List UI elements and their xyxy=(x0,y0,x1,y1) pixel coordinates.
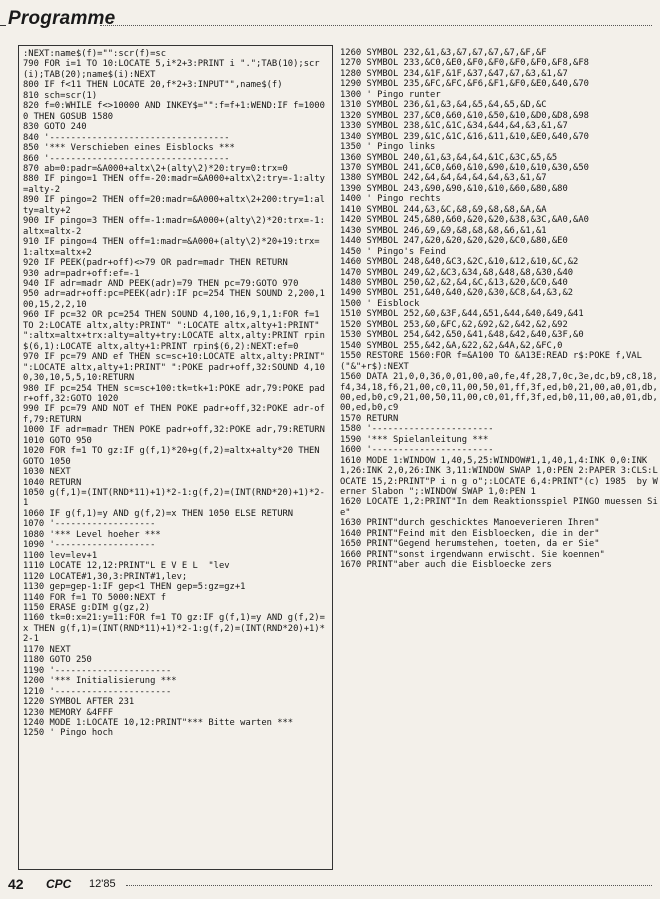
code-line: 970 IF pc=79 AND ef THEN sc=sc+10:LOCATE altx,alty:PRINT" ":LOCATE altx,alty+1:PRINT" ":POKE padr+off,32:SOUND 4,100,30,10,5,5,10:RETURN xyxy=(23,352,331,384)
code-line: 1620 LOCATE 1,2:PRINT"In dem Reaktionsspiel PINGO muessen Sie" xyxy=(340,497,658,518)
code-line: 1310 SYMBOL 236,&1,&3,&4,&5,&4,&5,&D,&C xyxy=(340,100,547,111)
code-line: 1590 '*** Spielanleitung *** xyxy=(340,434,489,445)
code-line: 870 ab=0:padr=&A000+altx\2+(alty\2)*20:try=0:trx=0 xyxy=(23,163,288,174)
code-line: 860 '---------------------------------- xyxy=(23,153,230,164)
code-line: 820 f=0:WHILE f<>10000 AND INKEY$="":f=f+1:WEND:IF f=10000 THEN GOSUB 1580 xyxy=(23,101,325,122)
code-line: 1650 PRINT"Gegend herumstehen, toeten, da er Sie" xyxy=(340,539,600,550)
code-line: 1570 RETURN xyxy=(340,413,399,424)
code-line: 930 adr=padr+off:ef=-1 xyxy=(23,268,140,279)
section-title: Programme xyxy=(8,8,116,29)
code-line: 1520 SYMBOL 253,&0,&FC,&2,&92,&2,&42,&2,&92 xyxy=(340,319,568,330)
code-line: 960 IF pc=32 OR pc=254 THEN SOUND 4,100,16,9,1,1:FOR f=1 TO 2:LOCATE altx,alty:PRINT" ":LOCATE altx,alty+1:PRINT" ":altx=altx+trx:alty=alty+try:LOCATE altx,alty:PRINT rpin$(6,1):LOCATE altx,alty+1:PRINT rpin$(6,2):NEXT:ef=0 xyxy=(23,310,325,352)
code-line: 830 GOTO 240 xyxy=(23,122,87,133)
code-line: :NEXT:name$(f)="":scr(f)=sc xyxy=(23,49,166,59)
code-line: 1250 ' Pingo hoch xyxy=(23,728,114,739)
page-header xyxy=(0,8,660,34)
code-line: 1330 SYMBOL 238,&1C,&1C,&34,&44,&4,&3,&1,&7 xyxy=(340,121,568,132)
code-line: 920 IF PEEK(padr+off)<>79 OR padr=madr THEN RETURN xyxy=(23,258,288,269)
code-line: 1390 SYMBOL 243,&90,&90,&10,&10,&60,&80,&80 xyxy=(340,183,568,194)
code-line: 1260 SYMBOL 232,&1,&3,&7,&7,&7,&7,&F,&F xyxy=(340,48,547,58)
code-line: 1490 SYMBOL 251,&40,&40,&20,&30,&C8,&4,&3,&2 xyxy=(340,288,574,299)
code-line: 1220 SYMBOL AFTER 231 xyxy=(23,697,135,708)
code-line: 1130 gep=gep-1:IF gep<1 THEN gep=5:gz=gz+1 xyxy=(23,582,246,593)
code-line: 980 IF pc=254 THEN sc=sc+100:tk=tk+1:POKE adr,79:POKE padr+off,32:GOTO 1020 xyxy=(23,383,325,404)
code-line: 850 '*** Verschieben eines Eisblocks *** xyxy=(23,143,235,154)
code-line: 1010 GOTO 950 xyxy=(23,435,92,446)
code-line: 1510 SYMBOL 252,&0,&3F,&44,&51,&44,&40,&49,&41 xyxy=(340,309,584,320)
code-line: 1190 '---------------------- xyxy=(23,665,172,676)
code-line: 1270 SYMBOL 233,&C0,&E0,&F0,&F0,&F0,&F0,&F8,&F8 xyxy=(340,58,589,69)
magazine-logo: CPC xyxy=(46,877,72,891)
code-line: 1640 PRINT"Feind mit den Eisbloecken, die in der" xyxy=(340,528,600,539)
code-line: 1410 SYMBOL 244,&3,&C,&8,&9,&8,&8,&A,&A xyxy=(340,204,547,215)
code-line: 1110 LOCATE 12,12:PRINT"L E V E L "lev xyxy=(23,561,230,572)
code-line: 1460 SYMBOL 248,&40,&C3,&2C,&10,&12,&10,&C,&2 xyxy=(340,257,579,268)
code-line: 1630 PRINT"durch geschicktes Manoeverieren Ihren" xyxy=(340,518,600,529)
code-line: 1240 MODE 1:LOCATE 10,12:PRINT"*** Bitte warten *** xyxy=(23,718,294,728)
code-line: 1140 FOR f=1 TO 5000:NEXT f xyxy=(23,592,166,603)
code-line: 1200 '*** Initialisierung *** xyxy=(23,676,177,687)
code-line: 1540 SYMBOL 255,&42,&A,&22,&2,&4A,&2,&FC,0 xyxy=(340,340,563,351)
issue-date: 12'85 xyxy=(89,878,116,890)
code-line: 1420 SYMBOL 245,&80,&60,&20,&20,&38,&3C,&A0,&A0 xyxy=(340,215,589,226)
code-line: 1070 '------------------- xyxy=(23,519,156,530)
code-line: 1040 RETURN xyxy=(23,477,82,488)
code-line: 1550 RESTORE 1560:FOR f=&A100 TO &A13E:READ r$:POKE f,VAL("&"+r$):NEXT xyxy=(340,351,642,372)
code-line: 840 '---------------------------------- xyxy=(23,132,230,143)
code-line: 1230 MEMORY &4FFF xyxy=(23,707,114,718)
code-line: 1060 IF g(f,1)=y AND g(f,2)=x THEN 1050 ELSE RETURN xyxy=(23,508,294,519)
code-line: 1210 '---------------------- xyxy=(23,686,172,697)
code-line: 1440 SYMBOL 247,&20,&20,&20,&20,&C0,&80,&E0 xyxy=(340,236,568,247)
code-line: 1470 SYMBOL 249,&2,&C3,&34,&8,&48,&8,&30,&40 xyxy=(340,267,574,278)
code-line: 1360 SYMBOL 240,&1,&3,&4,&4,&1C,&3C,&5,&5 xyxy=(340,152,558,163)
code-line: 910 IF pingo=4 THEN off=1:madr=&A000+(alty\2)*20+19:trx=1:altx=altx+2 xyxy=(23,237,320,258)
footer-rule xyxy=(126,885,652,886)
code-line: 1400 ' Pingo rechts xyxy=(340,194,441,205)
code-line: 1320 SYMBOL 237,&C0,&60,&10,&50,&10,&D0,&D8,&98 xyxy=(340,110,589,121)
code-line: 810 sch=scr(1) xyxy=(23,90,98,101)
code-line: 1580 '----------------------- xyxy=(340,424,494,435)
code-line: 1020 FOR f=1 TO gz:IF g(f,1)*20+g(f,2)=altx+alty*20 THEN GOTO 1050 xyxy=(23,446,325,467)
code-line: 1120 LOCATE#1,30,3:PRINT#1,lev; xyxy=(23,571,188,582)
code-line: 990 IF pc=79 AND NOT ef THEN POKE padr+off,32:POKE adr-off,79:RETURN xyxy=(23,404,325,425)
code-line: 1340 SYMBOL 239,&1C,&1C,&16,&11,&10,&E0,&40,&70 xyxy=(340,131,589,142)
page-number: 42 xyxy=(8,876,24,892)
code-line: 1180 GOTO 250 xyxy=(23,655,92,666)
code-line: 1430 SYMBOL 246,&9,&9,&8,&8,&8,&6,&1,&1 xyxy=(340,225,547,236)
code-line: 1480 SYMBOL 250,&2,&2,&4,&C,&13,&20,&C0,&40 xyxy=(340,277,568,288)
header-rule-left xyxy=(0,25,6,26)
code-line: 950 adr=adr+off:pc=PEEK(adr):IF pc=254 THEN SOUND 2,200,100,15,2,2,10 xyxy=(23,289,325,310)
code-line: 1030 NEXT xyxy=(23,467,71,478)
listing-column-right xyxy=(334,45,658,868)
code-line: 1170 NEXT xyxy=(23,644,71,655)
code-line: 1670 PRINT"aber auch die Eisbloecke zers xyxy=(340,560,552,571)
code-line: 1050 g(f,1)=(INT(RND*11)+1)*2-1:g(f,2)=(INT(RND*20)+1)*2-1 xyxy=(23,488,325,509)
code-line: 1280 SYMBOL 234,&1F,&1F,&37,&47,&7,&3,&1,&7 xyxy=(340,68,568,79)
code-line: 1090 '------------------- xyxy=(23,540,156,551)
code-line: 900 IF pingo=3 THEN off=-1:madr=&A000+(alty\2)*20:trx=-1:altx=altx-2 xyxy=(23,216,325,237)
listing-column-left xyxy=(18,45,333,870)
code-line: 890 IF pingo=2 THEN off=20:madr=&A000+altx\2+200:try=1:alty=alty+2 xyxy=(23,195,325,216)
code-line: 1600 '----------------------- xyxy=(340,445,494,456)
code-line: 940 IF adr=madr AND PEEK(adr)=79 THEN pc=79:GOTO 970 xyxy=(23,278,299,289)
code-line: 1560 DATA 21,0,0,36,0,01,00,a0,fe,4f,28,7,0c,3e,dc,b9,c8,18,f4,34,18,f6,21,00,c0,11,00,50,01,ff,3f,ed,b0,21,00,a0,01,db,00,ed,b0,c9,21,00,50,11,00,c0,01,ff,3f,ed,b0,11,00,a0,01,db,00,ed,b0,c9 xyxy=(340,372,658,414)
code-line: 1530 SYMBOL 254,&42,&50,&41,&48,&42,&40,&3F,&0 xyxy=(340,330,584,341)
code-line: 790 FOR i=1 TO 10:LOCATE 5,i*2+3:PRINT i ".";TAB(10);scr(i);TAB(20);name$(i):NEXT xyxy=(23,59,320,80)
code-line: 1450 ' Pingo's Feind xyxy=(340,246,446,257)
code-line: 1290 SYMBOL 235,&FC,&FC,&F6,&F1,&F0,&E0,&40,&70 xyxy=(340,79,589,90)
page-footer xyxy=(0,876,660,896)
code-line: 1300 ' Pingo runter xyxy=(340,89,441,100)
code-line: 1150 ERASE g:DIM g(gz,2) xyxy=(23,603,151,614)
code-line: 1370 SYMBOL 241,&C0,&60,&10,&90,&10,&10,&30,&50 xyxy=(340,162,589,173)
code-line: 1350 ' Pingo links xyxy=(340,142,436,153)
code-line: 1100 lev=lev+1 xyxy=(23,550,98,561)
code-line: 1380 SYMBOL 242,&4,&4,&4,&4,&4,&3,&1,&7 xyxy=(340,173,547,184)
code-line: 1080 '*** Level hoeher *** xyxy=(23,529,161,540)
code-line: 800 IF f<11 THEN LOCATE 20,f*2+3:INPUT"",name$(f) xyxy=(23,80,283,91)
header-rule-right xyxy=(100,25,652,26)
code-line: 1160 tk=0:x=21:y=11:FOR f=1 TO gz:IF g(f,1)=y AND g(f,2)=x THEN g(f,1)=(INT(RND*11)+1)*2-1:g(f,2)=(INT(RND*20)+1)*2-1 xyxy=(23,613,325,645)
code-line: 1000 IF adr=madr THEN POKE padr+off,32:POKE adr,79:RETURN xyxy=(23,425,325,436)
code-line: 1610 MODE 1:WINDOW 1,40,5,25:WINDOW#1,1,40,1,4:INK 0,0:INK 1,26:INK 2,0,26:INK 3,11:WINDOW SWAP 1,0:PEN 2:PAPER 3:CLS:LOCATE 15,2:PRINT"P i n g o";:LOCATE 6,4:PRINT"(c) 1985 by Werner Slabon ";:WINDOW SWAP 1,0:PEN 1 xyxy=(340,455,658,498)
code-line: 880 IF pingo=1 THEN off=-20:madr=&A000+altx\2:try=-1:alty=alty-2 xyxy=(23,174,325,195)
code-line: 1660 PRINT"sonst irgendwann erwischt. Sie koennen" xyxy=(340,549,605,560)
code-line: 1500 ' Eisblock xyxy=(340,298,420,309)
